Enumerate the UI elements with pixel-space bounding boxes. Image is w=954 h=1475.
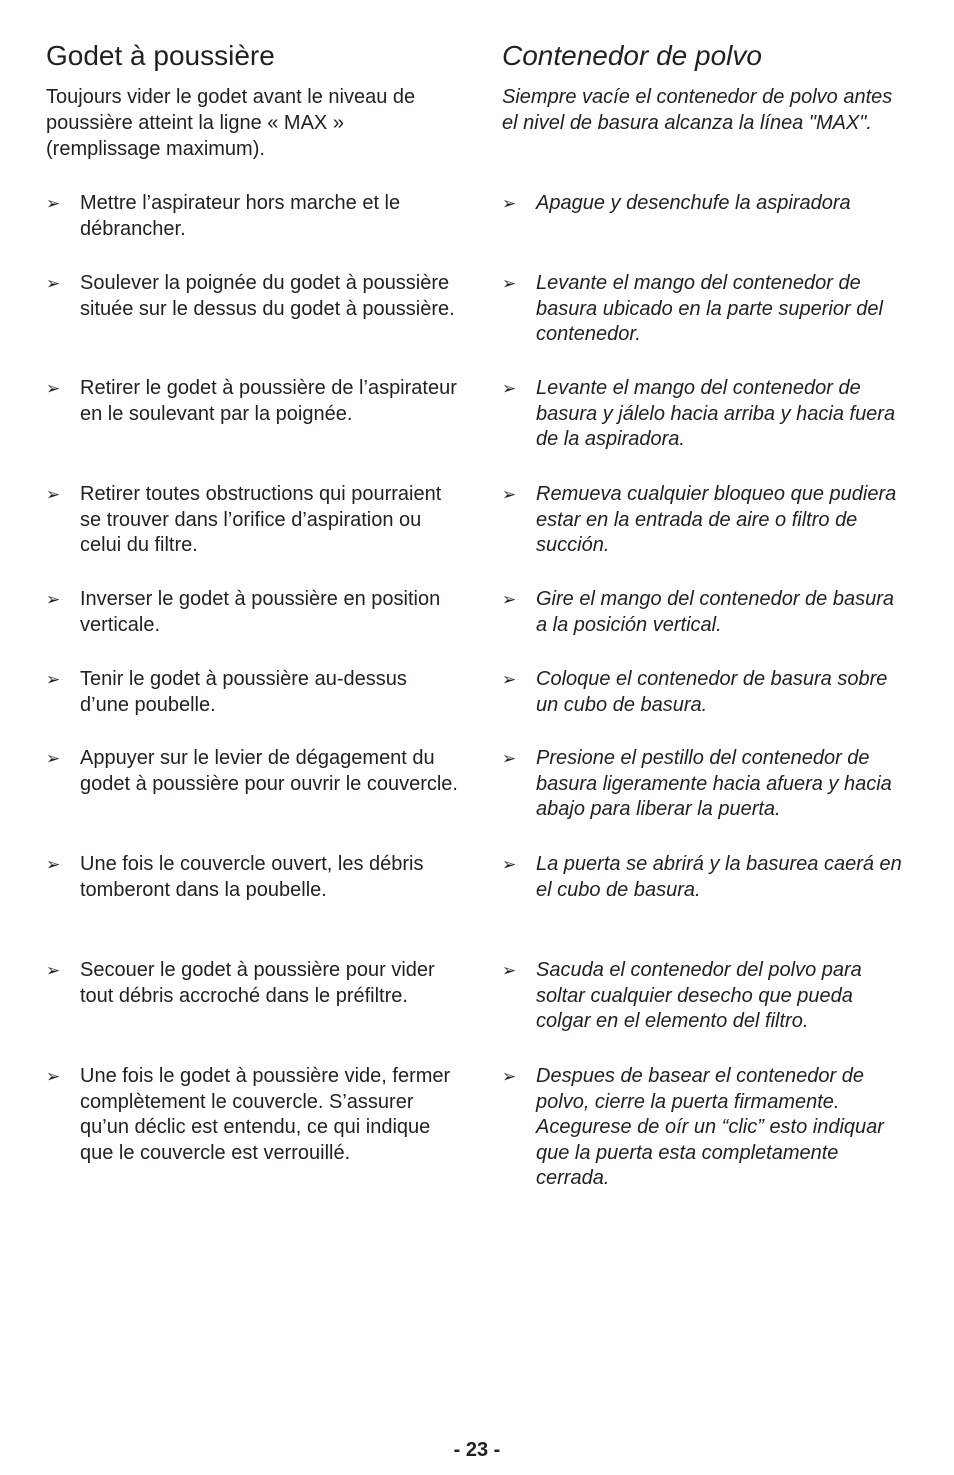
list-item — [502, 587, 907, 638]
list-item — [46, 191, 458, 242]
arrowhead-bullet-icon: ➢ — [46, 670, 61, 689]
list-item-text: Levante el mango del contenedor de basura ubicado en la parte superior del contenedor. — [536, 272, 883, 345]
arrowhead-bullet-icon: ➢ — [502, 590, 517, 609]
page-number: - 23 - — [453, 1439, 501, 1461]
list-item-text: Soulever la poignée du godet à poussière située sur le dessus du godet à poussière. — [80, 272, 455, 320]
list-item — [46, 587, 458, 638]
list-item-text: Retirer toutes obstructions qui pourraient se trouver dans l’orifice d’aspiration ou celui du filtre. — [80, 483, 442, 556]
arrowhead-bullet-icon: ➢ — [502, 274, 517, 293]
list-item — [502, 852, 907, 903]
list-item-text: Coloque el contenedor de basura sobre un cubo de basura. — [536, 668, 888, 716]
arrowhead-bullet-icon: ➢ — [502, 855, 517, 874]
list-item-text: La puerta se abrirá y la basurea caerá en el cubo de basura. — [536, 853, 902, 901]
list-item — [502, 667, 907, 718]
arrowhead-bullet-icon: ➢ — [46, 379, 61, 398]
arrowhead-bullet-icon: ➢ — [502, 485, 517, 504]
arrowhead-bullet-icon: ➢ — [502, 749, 517, 768]
list-item-text: Appuyer sur le levier de dégagement du godet à poussière pour ouvrir le couvercle. — [80, 747, 458, 795]
arrowhead-bullet-icon: ➢ — [46, 749, 61, 768]
arrowhead-bullet-icon: ➢ — [502, 379, 517, 398]
arrowhead-bullet-icon: ➢ — [502, 670, 517, 689]
list-item-text: Levante el mango del contenedor de basura y jálelo hacia arriba y hacia fuera de la aspiradora. — [536, 377, 896, 450]
list-item — [46, 482, 458, 559]
arrowhead-bullet-icon: ➢ — [46, 961, 61, 980]
list-item-text: Mettre l’aspirateur hors marche et le débrancher. — [80, 192, 401, 240]
intro-spanish: Siempre vacíe el contenedor de polvo antes el nivel de basura alcanza la línea "MAX". — [502, 86, 893, 134]
list-item-text: Tenir le godet à poussière au-dessus d’une poubelle. — [80, 668, 407, 716]
list-item — [502, 191, 907, 217]
arrowhead-bullet-icon: ➢ — [502, 961, 517, 980]
list-item — [502, 376, 907, 453]
list-item-text: Gire el mango del contenedor de basura a la posición vertical. — [536, 588, 895, 636]
list-item-text: Remueva cualquier bloqueo que pudiera estar en la entrada de aire o filtro de succión. — [536, 483, 897, 556]
arrowhead-bullet-icon: ➢ — [46, 485, 61, 504]
list-item-text: Inverser le godet à poussière en position verticale. — [80, 588, 441, 636]
section-title-spanish: Contenedor de polvo — [502, 40, 762, 71]
list-item — [46, 958, 458, 1009]
arrowhead-bullet-icon: ➢ — [502, 1067, 517, 1086]
intro-french: Toujours vider le godet avant le niveau de poussière atteint la ligne « MAX » (remplissage maximum). — [46, 86, 416, 160]
arrowhead-bullet-icon: ➢ — [46, 194, 61, 213]
list-item-text: Despues de basear el contenedor de polvo, cierre la puerta firmamente. Acegurese de oír un “clic” esto indiquar que la puerta esta completamente cerrada. — [536, 1065, 884, 1189]
list-item — [502, 746, 907, 823]
list-item — [502, 1064, 907, 1192]
list-item — [46, 852, 458, 903]
arrowhead-bullet-icon: ➢ — [46, 855, 61, 874]
list-item — [46, 667, 458, 718]
list-item-text: Sacuda el contenedor del polvo para soltar cualquier desecho que pueda colgar en el elemento del filtro. — [536, 959, 862, 1032]
arrowhead-bullet-icon: ➢ — [502, 194, 517, 213]
list-item-text: Une fois le godet à poussière vide, fermer complètement le couvercle. S’assurer qu’un déclic est entendu, ce qui indique que le couvercle est verrouillé. — [80, 1065, 451, 1164]
list-item-text: Secouer le godet à poussière pour vider tout débris accroché dans le préfiltre. — [80, 959, 435, 1007]
list-item-text: Retirer le godet à poussière de l’aspirateur en le soulevant par la poignée. — [80, 377, 457, 425]
list-item-text: Une fois le couvercle ouvert, les débris tomberont dans la poubelle. — [80, 853, 424, 901]
list-item — [502, 271, 907, 348]
list-item — [502, 482, 907, 559]
list-item — [46, 746, 458, 797]
list-item-text: Apague y desenchufe la aspiradora — [536, 192, 851, 214]
arrowhead-bullet-icon: ➢ — [46, 274, 61, 293]
arrowhead-bullet-icon: ➢ — [46, 590, 61, 609]
list-item — [46, 271, 458, 322]
list-item-text: Presione el pestillo del contenedor de basura ligeramente hacia afuera y hacia abajo para liberar la puerta. — [536, 747, 892, 820]
arrowhead-bullet-icon: ➢ — [46, 1067, 61, 1086]
section-title-french: Godet à poussière — [46, 40, 275, 71]
list-item — [502, 958, 907, 1035]
list-item — [46, 376, 458, 427]
list-item — [46, 1064, 458, 1166]
